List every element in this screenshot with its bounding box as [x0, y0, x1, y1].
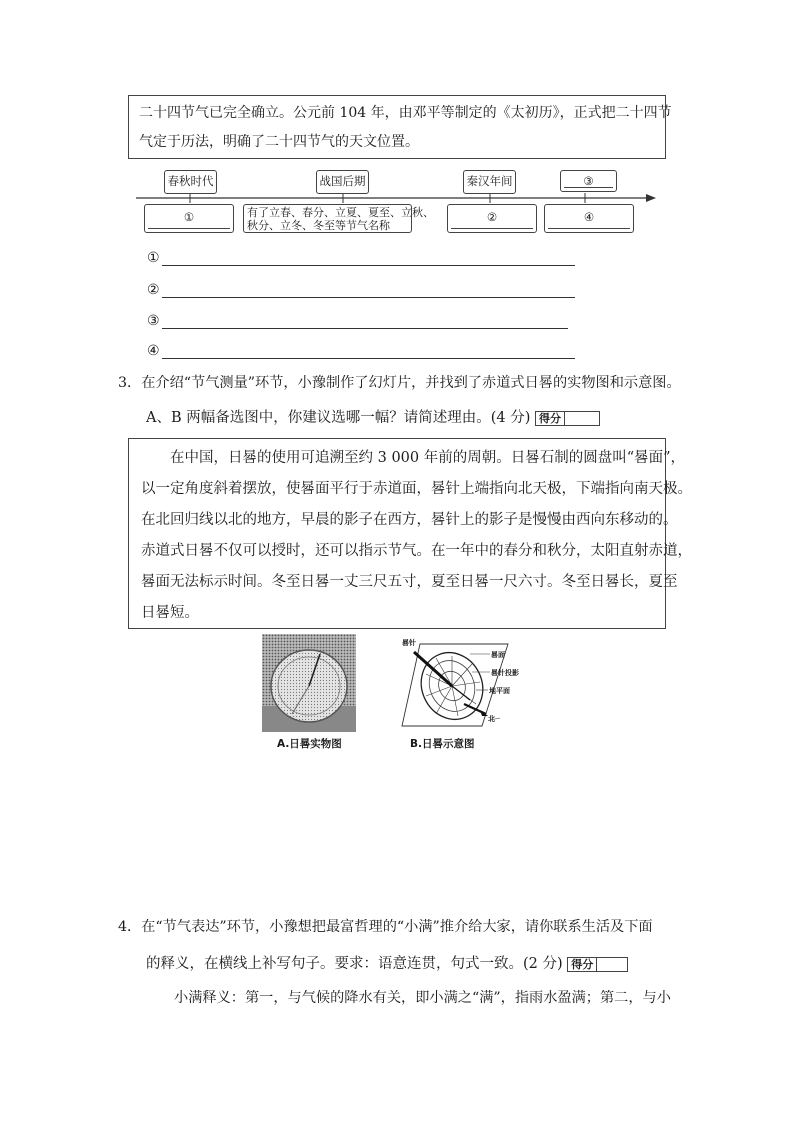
- period-spring-autumn: [164, 170, 217, 194]
- figure-b-caption: B.日晷示意图: [410, 738, 475, 750]
- cell-blank-4: [544, 204, 634, 233]
- q3-line-2-text: A、B 两幅备选图中，你建议选哪一幅？请简述理由。(4 分): [146, 410, 531, 426]
- answer-line-4[interactable]: [162, 358, 575, 359]
- q3-line-1: 3．在介绍“节气测量”环节，小豫制作了幻灯片，并找到了赤道式日晷的实物图和示意图。: [118, 375, 681, 391]
- cell-blank-1: [144, 204, 234, 233]
- answer-line-1[interactable]: [162, 265, 575, 266]
- top-text-box: [128, 95, 672, 159]
- figure-a-caption: A.日晷实物图: [277, 738, 342, 750]
- period-blank-3: [560, 170, 617, 192]
- cell-blank-2: [447, 204, 537, 233]
- diagram-label-dial: 晷面: [491, 651, 505, 659]
- q4-line-1: 4．在“节气表达”环节，小豫想把最富哲理的“小满”推介给大家，请你联系生活及下面: [118, 919, 653, 935]
- timeline: [136, 168, 660, 236]
- passage-line-2: 以一定角度斜着摆放，使晷面平行于赤道面，晷针上端指向北天极，下端指向南天极。: [141, 481, 692, 497]
- top-box-line-1: 二十四节气已完全确立。公元前 104 年，由邓平等制定的《太初历》，正式把二十四节: [139, 105, 672, 121]
- blank-underline: [564, 187, 613, 188]
- cell-warring-text: [243, 204, 434, 233]
- period-label: 秦汉年间: [466, 174, 513, 188]
- q3-score-box[interactable]: [535, 411, 600, 426]
- top-box-line-2: 气定于历法，明确了二十四节气的天文位置。: [139, 134, 419, 150]
- score-label: 得分: [536, 412, 565, 425]
- cell-label: ②: [486, 210, 498, 224]
- period-label: 春秋时代: [167, 174, 214, 188]
- q4-line-2: [146, 954, 628, 974]
- blank-underline: [451, 228, 533, 229]
- answer-line-3[interactable]: [162, 328, 568, 329]
- cell-label: ④: [583, 210, 595, 224]
- warring-text-line-2: 秋分、立冬、冬至等节气名称: [247, 219, 390, 232]
- period-label: ③: [583, 174, 594, 188]
- period-label: 战国后期: [319, 174, 366, 188]
- answer-line-2[interactable]: [162, 297, 575, 298]
- q4-line-2-text: 的释义，在横线上补写句子。要求：语意连贯，句式一致。(2 分): [146, 956, 563, 972]
- blank-underline: [548, 228, 630, 229]
- answer-label-3: ③: [147, 313, 160, 329]
- period-qin-han: [463, 170, 516, 194]
- passage-line-6: 日晷短。: [141, 605, 199, 621]
- diagram-label-gnomon: 晷针: [402, 639, 416, 647]
- warring-text-line-1: 有了立春、春分、立夏、夏至、立秋、: [247, 206, 434, 219]
- diagram-label-horizontal: 地平面: [489, 687, 510, 695]
- q3-line-2: [146, 408, 600, 428]
- diagram-label-shadow: 晷针投影: [491, 669, 519, 677]
- blank-underline: [148, 228, 230, 229]
- diagram-label-north: 北: [488, 715, 495, 723]
- score-label: 得分: [568, 958, 597, 971]
- passage-line-3: 在北回归线以北的地方，早晨的影子在西方，晷针上的影子是慢慢由西向东移动的。: [141, 512, 678, 528]
- answer-label-1: ①: [147, 250, 160, 266]
- passage-line-4: 赤道式日晷不仅可以授时，还可以指示节气。在一年中的春分和秋分，太阳直射赤道，: [141, 543, 692, 559]
- q4-score-box[interactable]: [567, 957, 628, 972]
- passage-line-1: 在中国，日晷的使用可追溯至约 3 000 年前的周朝。日晷石制的圆盘叫“晷面”，: [170, 450, 686, 466]
- answer-label-4: ④: [147, 343, 160, 359]
- sundial-photo-a: [262, 634, 356, 732]
- period-warring-states: [316, 170, 369, 194]
- sundial-passage-box: [128, 438, 692, 629]
- answer-label-2: ②: [147, 282, 160, 298]
- cell-label: ①: [183, 210, 195, 224]
- q4-line-3: 小满释义：第一，与气候的降水有关，即小满之“满”，指雨水盈满；第二，与小: [174, 990, 671, 1006]
- passage-line-5: 晷面无法标示时间。冬至日晷一丈三尺五寸，夏至日晷一尺六寸。冬至日晷长，夏至: [141, 574, 678, 590]
